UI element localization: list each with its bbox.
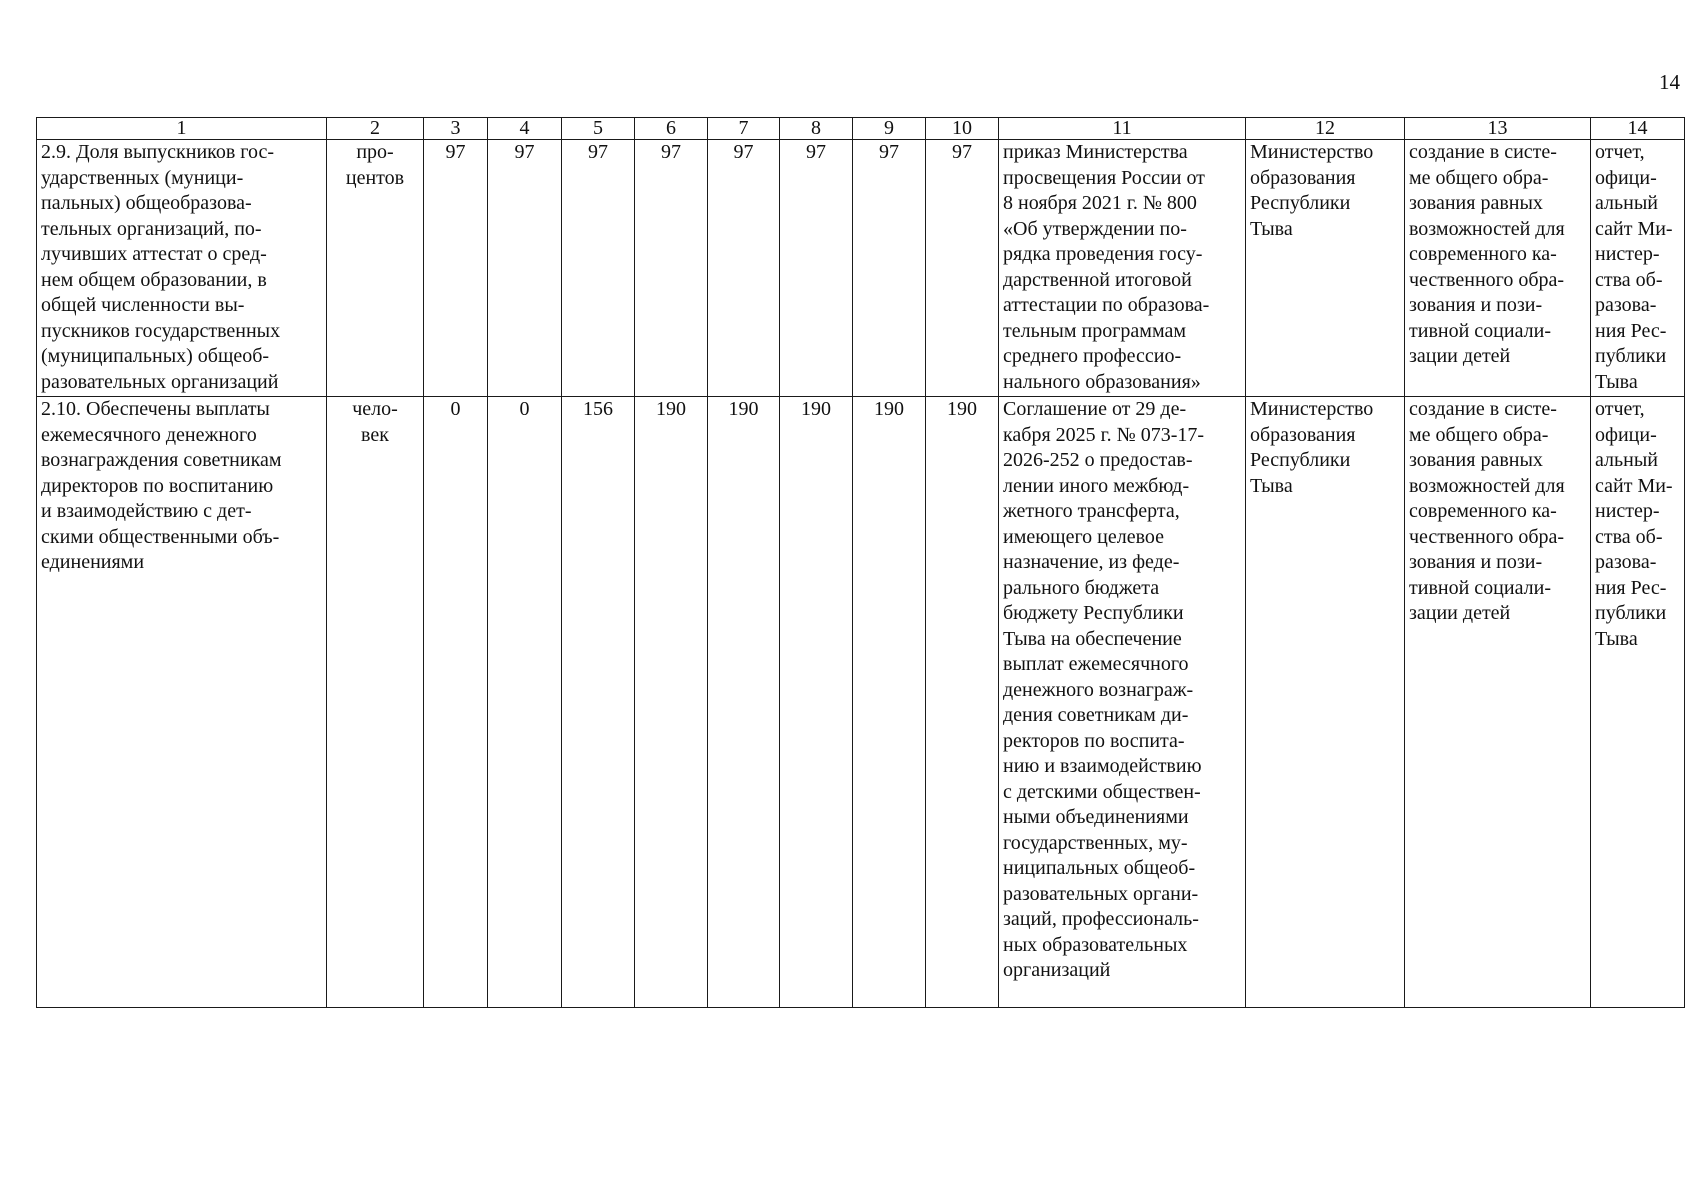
value-cell: 0 [424,397,488,1008]
column-header: 7 [708,118,780,140]
document-cell: приказ Министерства просвещения России от 8 ноября 2021 г. № 800 «Об утверждении по- рядка проведения госу- дарственной итоговой аттестации по образова- тельным программам среднего профессио- нального образования» [999,140,1246,397]
value-cell: 190 [853,397,926,1008]
indicator-cell: 2.10. Обеспечены выплаты ежемесячного денежного вознаграждения советникам директоров по воспитанию и взаимодействию с дет- скими общественными объ- единениями [37,397,327,1008]
column-header: 6 [635,118,708,140]
responsible-cell: Министерство образования Республики Тыва [1246,397,1405,1008]
responsible-cell: Министерство образования Республики Тыва [1246,140,1405,397]
column-header: 3 [424,118,488,140]
unit-cell: про- центов [327,140,424,397]
value-cell: 97 [635,140,708,397]
page-number: 14 [1659,70,1680,94]
column-header: 13 [1405,118,1591,140]
indicators-table [36,117,1685,1008]
column-header: 12 [1246,118,1405,140]
value-cell: 190 [780,397,853,1008]
value-cell: 190 [635,397,708,1008]
column-header: 11 [999,118,1246,140]
column-header: 1 [37,118,327,140]
value-cell: 0 [488,397,562,1008]
value-cell: 97 [708,140,780,397]
source-cell: отчет, офици- альный сайт Ми- нистер- ства об- разова- ния Рес- публики Тыва [1591,140,1685,397]
column-number-row [37,118,1685,140]
source-cell: отчет, офици- альный сайт Ми- нистер- ства об- разова- ния Рес- публики Тыва [1591,397,1685,1008]
value-cell: 97 [780,140,853,397]
table-row [37,140,1685,397]
value-cell: 97 [853,140,926,397]
unit-cell: чело- век [327,397,424,1008]
column-header: 9 [853,118,926,140]
goal-cell: создание в систе- ме общего обра- зования равных возможностей для современного ка- чественного обра- зования и пози- тивной социали- зации детей [1405,140,1591,397]
value-cell: 97 [424,140,488,397]
value-cell: 190 [926,397,999,1008]
column-header: 5 [562,118,635,140]
column-header: 2 [327,118,424,140]
goal-cell: создание в систе- ме общего обра- зования равных возможностей для современного ка- чественного обра- зования и пози- тивной социали- зации детей [1405,397,1591,1008]
value-cell: 156 [562,397,635,1008]
column-header: 10 [926,118,999,140]
value-cell: 190 [708,397,780,1008]
table-row [37,397,1685,1008]
value-cell: 97 [562,140,635,397]
value-cell: 97 [926,140,999,397]
indicator-cell: 2.9. Доля выпускников гос- ударственных (муници- пальных) общеобразова- тельных организаций, по- лучивших аттестат о сред- нем общем образовании, в общей численности вы- пускников государственных (муниципальных) общеоб- разовательных организаций [37,140,327,397]
column-header: 14 [1591,118,1685,140]
column-header: 8 [780,118,853,140]
document-cell: Соглашение от 29 де- кабря 2025 г. № 073-17- 2026-252 о предостав- лении иного межбюд- жетного трансферта, имеющего целевое назначение, из феде- рального бюджета бюджету Республики Тыва на обеспечение выплат ежемесячного денежного вознаграж- дения советникам ди- ректоров по воспита- нию и взаимодействию с детскими обществен- ными объединениями государственных, му- ниципальных общеоб- разовательных органи- заций, профессиональ- ных образовательных организаций [999,397,1246,1008]
column-header: 4 [488,118,562,140]
value-cell: 97 [488,140,562,397]
